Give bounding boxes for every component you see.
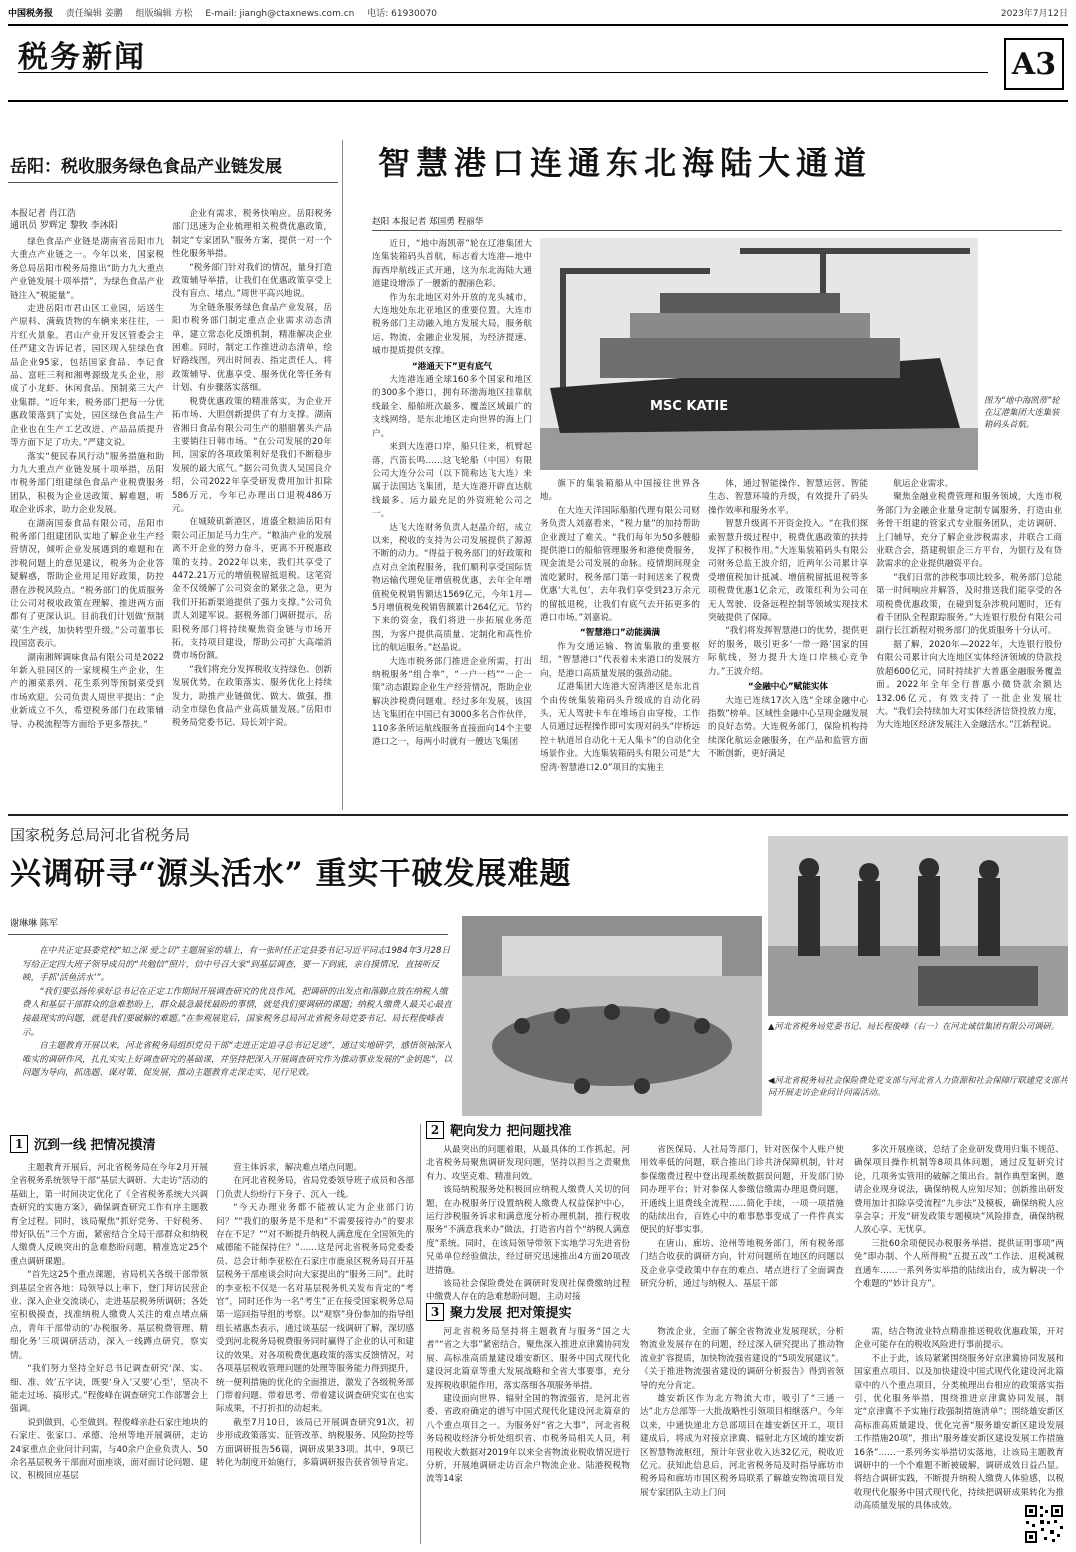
qr-code-icon[interactable] (1024, 1504, 1064, 1544)
paragraph: 在河北省税务局，省局党委领导班子成员和各部门负责人纷纷行下身子、沉入一线。 (216, 1176, 414, 1200)
section2-column-2 (640, 1144, 844, 1294)
paragraph: 大连市税务部门推进企业所需，打出纳税服务“组合拳”，“一户一档”“一企一策”动态跟踪企业生产经营情况，帮助企业解决涉税费问题难。经过多年发展，该国达飞集团在中国已有3000多名合作伙伴，110多条所运航线服务直接面向14个主要港口之一，每两小时就有一艘达飞集团 (372, 656, 532, 748)
paragraph: 达飞大连财务负责人赵晶介绍，成立以来，税收的支持为公司发展提供了源源不断的动力。“得益于税务部门的好政策和点对点全流程服务，我们顺利享受国际货物运输代理免征增值税优惠，去年全年增值税免税销售额达1569亿元，今年1月—5月增值税免税销售额累计264亿元。节约下来的资金，我们将进一步拓展业务范围，为客户提供高质量、定制化和高性价比的航运服务。”赵晶说。 (372, 522, 532, 654)
paragraph: 为全链条服务绿色食品产业发展，岳阳市税务部门制定重点企业需求动态清单，建立常态化反馈机制，精准解决企业困难。同时，制定工作推进动态清单，绘好路线图，列出时间表、指定责任人，将政策辅导、优惠享受、服务优化等任务有计划、有步骤落实落细。 (172, 302, 332, 394)
email[interactable]: E-mail: jiangh@ctaxnews.com.cn (205, 9, 355, 19)
article2-column-2 (540, 478, 700, 806)
paragraph: 在唐山、廊坊、沧州等地税务部门，所有税务部门结合收获的调研方向，针对问题所在地区的问题以及企业享受政策中存在的难点、堵点进行了全面调查研究分析，通过与纳税人、基层干部 (640, 1238, 844, 1290)
subheading: “智慧港口”动能满满 (579, 628, 661, 639)
section2-number: 2 (426, 1121, 444, 1139)
factory-visit-image (768, 836, 1068, 1016)
section3-column-1 (426, 1326, 630, 1542)
paragraph: 三批60余项便民办税服务举措、提供证明事项“两免”即办制、个人所得税“五提五改”工作法、退税减税直通车……一系列务实举措的陆续出台，成为解决一个个难题的“妙计良方”。 (854, 1238, 1064, 1290)
paragraph: “我们日常的涉税事项比较多，税务部门总能第一时间响应并解答，及时推送我们能享受的各项税费优惠政策，在碰到复杂涉税问题时，还有着千团队全程跟踪服务。”大连银行股份有限公司副行长江新程对税务部门的优质服务十分认可。 (876, 572, 1062, 637)
paragraph: “我们要弘扬传承好总书记在正定工作期间开展调查研究的优良作风，把调研的出发点和落脚点放在纳税人缴费人和基层干部群众的急难愁盼上，群众最急最忧最盼的事情，就是我们要调研的课题；纳税人缴费人最关心最直接最现实的问题，就是我们要破解的难题。”在参观展览后，国家税务总局河北省税务局党委书记、局长程俊峰表示。 (22, 986, 452, 1038)
ship-photo (540, 238, 978, 470)
section3-column-3 (854, 1326, 1064, 1512)
paragraph: 在中共正定县委党校“知之深 爱之切”主题展室的墙上，有一张时任正定县委书记习近平同志1984年3月28日写给正定四大班子领导成员的“共勉信”照片，信中号召大家“到基层调查，要一下到底，亲自摸情况，直接听反映，手抓‘活鱼活水’”。 (22, 946, 451, 984)
section3-title: 聚力发展 把对策提实 (450, 1306, 572, 1321)
paragraph: 建设面向世界、辐射全国的物流强省，是河北省委、省政府确定的谱写中国式现代化建设河北篇章的八个重点项目之一。为服务好“省之大事”，河北省税务局税收经济分析处组织省、市税务局相关人员，利用税收大数据对2019年以来全省物流业税收情况进行分析，开展地调研走访百余户物流企业、陆港税税物流等14家 (426, 1394, 630, 1485)
meeting-photo (462, 916, 762, 1116)
visit-photo (768, 836, 1068, 1016)
paragraph: 落实“便民春风行动”服务措施和助力九大重点产业链发展十项举措，岳阳市税务部门组建绿色食品产业税费服务团队，积极为企业送政策、解难题，听取企业诉求，助力企业发展。 (10, 451, 164, 516)
paragraph: 在湖南国泰食品有限公司，岳阳市税务部门组建团队实地了解企业生产经营情况，倾听企业发展遇到的难题和在涉税问题上的意见建议，税务为企业答疑解惑，帮助企业用足用好政策，防控潜在涉税风险点。“税务部门的优质服务让公司对税收政策在理解、推进两方面都有了更深认识。目前我们计划做‘预制菜’生产线，加快转型升级。”公司董事长段国富表示。 (10, 518, 164, 650)
section3-heading (426, 1302, 572, 1321)
article2-byline: 赵阳 本报记者 郑国勇 程丽华 (372, 217, 484, 227)
paragraph: 湖南湘辉调味食品有限公司是2022年新入驻园区的一家规模生产企业，生产的湘菜系列、花生系列等预制菜受到市场欢迎。公司负责人周世平提出：“企业新成立不久，希望税务部门在政策辅导、办税流程等方面给予更多帮扶。” (10, 652, 164, 730)
subheading: “港通天下”更有底气 (411, 361, 493, 372)
section2-column-1 (426, 1144, 630, 1303)
paragraph: 营主体诉求，解决难点堵点问题。 (233, 1163, 363, 1173)
masthead-rule (18, 72, 988, 73)
paragraph: 智慧升级离不开资金投入。“在我们探索智慧升级过程中，税费优惠政策的扶持发挥了积极作用。”大连集装箱码头有限公司财务总监王波介绍，近两年公司累计享受增值税加计抵减、增值税留抵退税等多项税费优惠1亿余元，政策红利为公司在无人驾驶、设备远程控制等领域实现技术突破提供了保障。 (708, 519, 868, 624)
masthead (8, 24, 1068, 102)
paragraph: 据了解，2020年—2022年，大连银行股份有限公司累计向大连地区实体经济领域的贷款投放超600亿元，同时持续扩大普惠金融服务覆盖面。2022年全年全行普惠小微贷款余额达132.06亿元，有效支持了一批企业发展壮大。“我们会持续加大对实体经济信贷投放力度，为大连地区经济发展注入金融活水。”江新程说。 (876, 639, 1062, 731)
paragraph: “首先这25个重点课题，省局机关各级干部带领到基层全省各地：局领导以上率下，登门拜访民营企业、深入企业交流谈心，走进基层税务所调研；各处室积极摸查，找准纳税人缴费人关注的难点堵点痛点，青年干部带动的‘办税服务、基层税费管理、精细化务’三项调研活动，深入一线蹲点研究，察实情。 (10, 1270, 208, 1361)
column-divider (342, 140, 343, 810)
paragraph: 截至7月10日，该局已开展调查研究91次，初步形成政策落实、征管改革、纳税服务、风险防控等方面调研报告56篇，调研成果33项。其中，9项已转化为制度开始施行，多篇调研报告获省领导肯定。 (216, 1417, 414, 1468)
article1-byline-correspondents: 通讯员 罗辉定 黎牧 李沐阳 (10, 221, 118, 231)
section1-column-2 (216, 1162, 414, 1542)
paragraph: 需，结合物流业特点精准推送税收优惠政策，开对企业可能存在的税收风险进行事前提示。 (854, 1327, 1064, 1351)
section3-number: 3 (426, 1303, 444, 1321)
article2-byline-rule (372, 230, 1062, 231)
paragraph: 聚焦金融业税费管理和服务领域，大连市税务部门为金融企业量身定制专属服务，打造由业务骨干组建的管家式专业服务团队，走访调研、上门辅导，充分了解企业涉税需求，并联合工商业联合会，搭建税银企三方平台，为银行及有贷款需求的企业提供融资平台。 (876, 492, 1062, 570)
ship-name-label: MSC KATIE (650, 399, 729, 414)
section2-column-3 (854, 1144, 1064, 1294)
paragraph: 多次开展座谈，总结了企业研发费用归集不规范、确保项目操作机制等8项具体问题，通过反复研究讨论，几项务实管用的破解之策出台。制作典型案例，邀请企业现身说法，确保纳税人应知尽知；创新推出研发费用加计扣除享受流程“九步法”及模板，确保纳税人应享会享；开发“研发政策专题模块”风险排查，确保纳税人放心享、无忧享。 (854, 1145, 1064, 1236)
section2-title: 靶向发力 把问题找准 (450, 1124, 572, 1139)
paragraph: 税费优惠政策的精准落实，为企业开拓市场、大胆创新提供了有力支撑。湖南省湘日食品有限公司生产的腊腊薯头产品主要销往日韩市场。“在公司发展的20年间，国家的各项政策利好是我们不断稳步发展的最大底气。”据公司负责人吴国良介绍，公司2022年享受研发费用加计扣除586万元，今年已办理出口退税486万元。 (172, 396, 332, 514)
subheading: “金融中心”赋能实体 (747, 682, 829, 693)
visit-photo-caption: ▲河北省税务局党委书记、局长程俊峰（右一）在河北诚信集团有限公司调研。 (768, 1021, 1060, 1031)
paragraph: 走进岳阳市君山区工业园，运送生产原料、满载货物的车辆来来往往，一片红火景象。君山产业开发区管委会主任严建文告诉记者，园区现入驻绿色食品企业95家，包括国家食品、李记食品、富旺三利和湘粤源级龙头企业，形成了小龙虾、休闲食品、预制菜三大产业集群。“近年来，税务部门把每一分优惠政策落到了实处，园区绿色食品生产企业也在生产工艺改进、产品品质提升等方面下足了功夫。”严建文说。 (10, 304, 164, 449)
article3-title[interactable]: 兴调研寻“源头活水” 重实干破发展难题 (10, 856, 572, 892)
paragraph: “今天办理业务都不能被认定为企业部门访问？”“我们的服务是不是和“不需要接待办”的要求存在不足？”“对不断提升纳税人满意度在全国领先的威德能不能保持住？”……这是河北省税务局党委委员、总会计师李亚松在石家庄市鹿泉区税务局召开基层税务干部座谈会时向大家提出的“服务三问”。此时的李亚松不仅是一名对基层税务机关发布肯定的“考官”，同时还作为一名“考生”正在接受国家税务总局第一巡回指导组的考察。以“观察”身份参加的指导组组长褚惠杰表示，通过谈基层一线调研了解，深切感受到河北税务局税费服务同时赢得了企业的认可和建议的效果。对各项税费优惠政策的落实反馈情况，对各项基层税收管理问题的处理等服务能力得到提升，统一便利措施的优化的全面推进，激发了各级税务部门带着问题、带着思考、带着建议调查研究实在也实际成果，不打折扣的动起来。 (216, 1203, 414, 1415)
paragraph: 企业有需求，税务快响应。岳阳税务部门迅速为企业梳理相关税费优惠政策，制定“专家团队”服务方案，提供一对一个性化服务举措。 (172, 209, 332, 260)
paragraph: 雄安新区作为北方物流大市，吸引了“三通一达”北方总部等一大批战略性引领项目相继落户。今年以来，中通快递北方总部项目在雄安新区开工，项目建成后，将成为对接京津冀、辐射北方区域的雄安新区智慧物流枢纽，预计年营业收入达32亿元，税收近亿元。获知此信息后，河北省税务局及时指导廊坊市税务局和廊坊市国区税务局联系了解雄安物流项目发展专家团队主动上门问 (640, 1394, 844, 1498)
page-header-bar (8, 6, 1068, 22)
paragraph: 在大连天洋国际船舶代理有限公司财务负责人刘嘉看来，“税力量”的加持帮助企业渡过了难关。“我们每年为50多艘船提供港口的船舶管理服务和港使费服务，现金流是公司发展的命脉。疫情期间现金流吃紧时，税务部门第一时间送来了税费优惠‘大礼包’，去年我们享受到23万余元的留抵退税，让我们有底气去开拓更多的港口市场。”刘嘉说。 (540, 505, 700, 624)
paragraph: 航运企业需求。 (893, 479, 954, 489)
article1-byline-reporter: 本报记者 肖江浩 (10, 209, 76, 219)
paragraph: 体，通过智能操作、智慧运营、智能生态、智慧环境的升级，有效提升了码头操作效率和服务水平。 (708, 479, 868, 516)
section1-number: 1 (10, 1135, 28, 1153)
paragraph: 在城陵矶新港区，道盛全粮油岳阳有限公司正加足马力生产。“粮油产业的发展离不开企业的努力奋斗，更离不开税惠政策的支持。2022年以来，我们共享受了4472.21万元的增值税留抵退税。这笔资金不仅缓解了公司资金的紧张之急，更为我们开拓新渠道提供了强力支撑。”公司负责人刘建军说。据税务部门调研提示，岳阳税务部门将持续聚焦资金链与市场开拓，支持项目建设，帮助公司扩大高端消费市场份额。 (172, 517, 332, 662)
article3-byline: 谢琳琳 陈军 (10, 919, 58, 929)
paragraph: 大连已连续17次入选“全球金融中心指数”榜单。区域性金融中心呈现金融发展的良好态势。大连税务部门，保险机构持续深化航运金融服务，在产品和监管方面不断创新，更好满足 (708, 695, 868, 760)
meeting-room-image (462, 916, 762, 1116)
paragraph: 大连港连通全球160多个国家和地区的300多个港口，拥有环渤海地区挂靠航线最全、船舶班次最多、覆盖区域最广的支线网络，是东北地区走向世界的海上门户。 (372, 375, 532, 439)
paragraph: 物流企业，全面了解全省物流业发展现状，分析物流业发展存在的问题，经过深入研究提出了推动物流业扩容提质，加快物流强省建设的“5项发展建议”。《关于推进物流强省建设的调研分析报告》得到省领导的充分肯定。 (640, 1327, 844, 1391)
article1-title-rule (8, 182, 338, 183)
ship-photo-caption: 图为“地中海凯蒂”轮在辽港集团大连集装箱码头首航。 (984, 395, 1060, 429)
paragraph: 该局纳税服务处积极回应纳税人缴费人关切的问题，在办税服务厅设置纳税人缴费人权益保护中心，运行涉税服务诉求和满意度分析办理机制，推行税收服务“不满意我来办”做法，打造省内首个“纳税人满意度”系统。同时，在该局领导带领下实地学习先进省份兄弟单位经验做法，经过研究迅速推出4方面20项改进措施。 (426, 1185, 630, 1276)
paragraph: “我们将发挥智慧港口的优势，提供更好的服务，吸引更多‘一带一路’国家的国际航线，努力提升大连口岸核心竞争力。”王波介绍。 (708, 626, 868, 677)
section1-heading (10, 1134, 156, 1153)
paragraph: “我们将充分发挥税收支持绿色、创新发展优势，在政策落实、服务优化上持续发力，助推产业链做优、做大、做强，推动全市绿色食品产业高质量发展。”岳阳市税务局党委书记、局长刘宇说。 (172, 664, 332, 729)
paragraph: 作为交通运输、物流集散的重要枢纽，“智慧港口”代表着未来港口的发展方向，是港口高质量发展的强劲动能。 (540, 641, 700, 679)
article1-title[interactable]: 岳阳：税收服务绿色食品产业链发展 (10, 157, 282, 177)
paragraph: 主题教育开展后，河北省税务局在今年2月开展全省税务系统领导干部“基层大调研、大走访”活动的基础上，第一时间决定优化了《全省税务系统大兴调查研究的实施方案》，确保调查研究工作有序主题教育全过程。同时，该局聚焦“抓好党务、干好税务、带好队伍”三个方面，紧密结合全局干部群众和纳税人缴费人反映突出的急难愁盼问题，精准选定25个重点调研课题。 (10, 1163, 208, 1267)
paragraph: “税务部门针对我们的情况，量身打造政策辅导举措，让我们在优惠政策享受上没有盲点、堵点。”周世平高兴地说。 (172, 262, 332, 300)
paragraph: 自主题教育开展以来，河北省税务局组织党员干部“走进正定追寻总书记足迹”，通过实地研学，感悟领袖深入唯实的调研作风，扎扎实实上好调查研究的基础课，并坚持把深入开展调查研究作为推动事业发展的“金钥匙”，以问题为导向，抓选题、谋对策、促发展，推动主题教育走深走实、见行见效。 (22, 1041, 453, 1079)
issue-date: 2023年7月12日 (1000, 9, 1068, 19)
paper-name: 中国税务报 (8, 9, 54, 19)
meeting-photo-caption: ◀河北省税务局社会保险费处党支部与河北省人力资源和社会保障厅联建党支部共同开展走访企业问计问需活动。 (768, 1075, 1068, 1097)
crane-arm (740, 248, 970, 254)
group-editor: 组版编辑 方松 (135, 9, 193, 19)
paragraph: 河北省税务局坚持将主题教育与服务“国之大者”“省之大事”紧密结合，聚焦深入推进京津冀协同发展、高标准高质量建设雄安新区、服务中国式现代化建设河北篇章等重大发展战略和全省大事要事，充分发挥税收职能作用，落实落细各项服务举措。 (426, 1327, 630, 1391)
article1-column-2 (172, 208, 332, 806)
section-title: 税务新闻 (18, 40, 146, 75)
article2-column-4 (876, 478, 1062, 806)
article2-column-1 (372, 238, 532, 806)
phone: 电话: 61930070 (367, 9, 437, 19)
section3-column-2 (640, 1326, 844, 1542)
paragraph: 从最突出的问题着眼，从最具体的工作抓起。河北省税务局聚焦调研发现问题，坚持以担当之责聚焦有力、攻坚克难、精准问效。 (426, 1145, 630, 1182)
paragraph: 旗下的集装箱船从中国接往世界各地。 (540, 479, 700, 503)
editor: 责任编辑 姜鹏 (65, 9, 123, 19)
article2-column-3 (708, 478, 868, 806)
article3-kicker: 国家税务总局河北省税务局 (10, 826, 191, 844)
paragraph: 绿色食品产业链是湖南省岳阳市九大重点产业链之一。今年以来，国家税务总局岳阳市税务局推出“助力九大重点产业链发展十项举措”，为绿色食品产业链注入“税能量”。 (10, 237, 164, 301)
water (540, 428, 978, 470)
crane-arm (560, 268, 710, 274)
container-ship-image (540, 238, 978, 470)
section1-column-1 (10, 1162, 208, 1542)
article1-byline (10, 208, 118, 232)
paragraph: “我们努力坚持全好总书记调查研究‘深、实、细、准、效’五字诀，既要‘身入’又要‘心至’，坚决不能走过场、搞形式。”程俊峰在调查研究工作部署会上强调。 (10, 1364, 208, 1415)
page-number: A3 (1004, 38, 1064, 90)
paragraph: 不止于此，该局紧紧围绕服务好京津冀协同发展和国家重点项目、以及加快建设中国式现代化建设河北篇章中的八个重点项目，分类梳理出台相应的政策落实指引，优化服务举措，围绕推进京津冀协同发展，制定“京津冀不予实施行政强制措施清单”；围绕雄安新区高标准高质量建设，优化完善“服务雄安新区建设发展工作措施20项”，推出“服务雄安新区建设发展工作措施16条”……一系列务实举措切实落地，让该局主题教育调研中的一个个难题不断被破解，调研成效日益凸显。将结合调研实践，不断提升纳税人缴费人体验感，以税收现代化服务中国式现代化，持续把调研成果转化为推动高质量发展的具体成效。 (854, 1353, 1064, 1512)
article3-byline-rule (8, 934, 448, 935)
paragraph: 说到做到，心至做到。程俊峰亲赴石家庄地块的石家庄、张家口、承德、沧州等地开展调研，走访24家重点企业问计问需，与40余户企业负责人、50余名基层税务干部面对面座谈，面对面讨论问题、建议，积极回应基层 (10, 1417, 208, 1482)
paragraph: 省医保局、人社局等部门，针对医保个人账户使用效率低的问题，联合推出门诊共济保障机制，针对参保缴费过程中登出现系统数据误问题，开发部门协同办理平台；针对参保人参缴信缴需办理退费问题，开通线上退费线全流程……简化手续，一项一项措施的陆续出台，百姓心中的难事愁事变成了一件件真实便民的好事实事。 (640, 1145, 844, 1236)
article1-column-1 (10, 236, 164, 806)
paragraph: 来到大连港口岸，船只往来，机臂起落，汽笛长鸣……这飞轮船（中国）有限公司大连分公司（以下简称达飞大连）来属于法国达飞集团，是大连港开辟直达航线最多、运力最充足的外资班轮公司之一。 (372, 442, 532, 520)
section2-heading (426, 1120, 572, 1139)
section-divider (8, 814, 1068, 816)
paragraph: 该局社会保险费处在调研时发现社保费缴纳过程中缴费人存在的急难愁盼问题，主动对接 (426, 1279, 630, 1303)
section1-title: 沉到一线 把情况摸清 (34, 1138, 156, 1153)
article2-title[interactable]: 智慧港口连通东北海陆大通道 (378, 144, 873, 182)
paragraph: 近日，“地中海凯蒂”轮在辽港集团大连集装箱码头首航，标志着大连港—地中海西岸航线正式开通，这为东北海陆大通道建设增添了一艘新的靓丽色彩。 (372, 239, 532, 290)
article3-intro (22, 945, 452, 1081)
paragraph: 辽港集团大连港大窑湾港区是东北首个由传统集装箱码头升级成的自动化码头，无人驾驶卡车在堆场自由穿梭，工作人员通过远程操作即可实现对码头“岸桥远控＋轨道吊自动化＋无人集卡”的自动化全场景作业。大连集装箱码头有限公司是“大窑湾·智慧港口2.0”项目的实施主 (540, 682, 700, 773)
column-divider (420, 1124, 421, 1544)
paragraph: 作为东北地区对外开放的龙头城市，大连地处东北亚地区的重要位置。大连市税务部门主动融入地方发展大局，服务航运、物流、金融企业发展，为经济提速、城市提质提供支撑。 (372, 292, 532, 357)
